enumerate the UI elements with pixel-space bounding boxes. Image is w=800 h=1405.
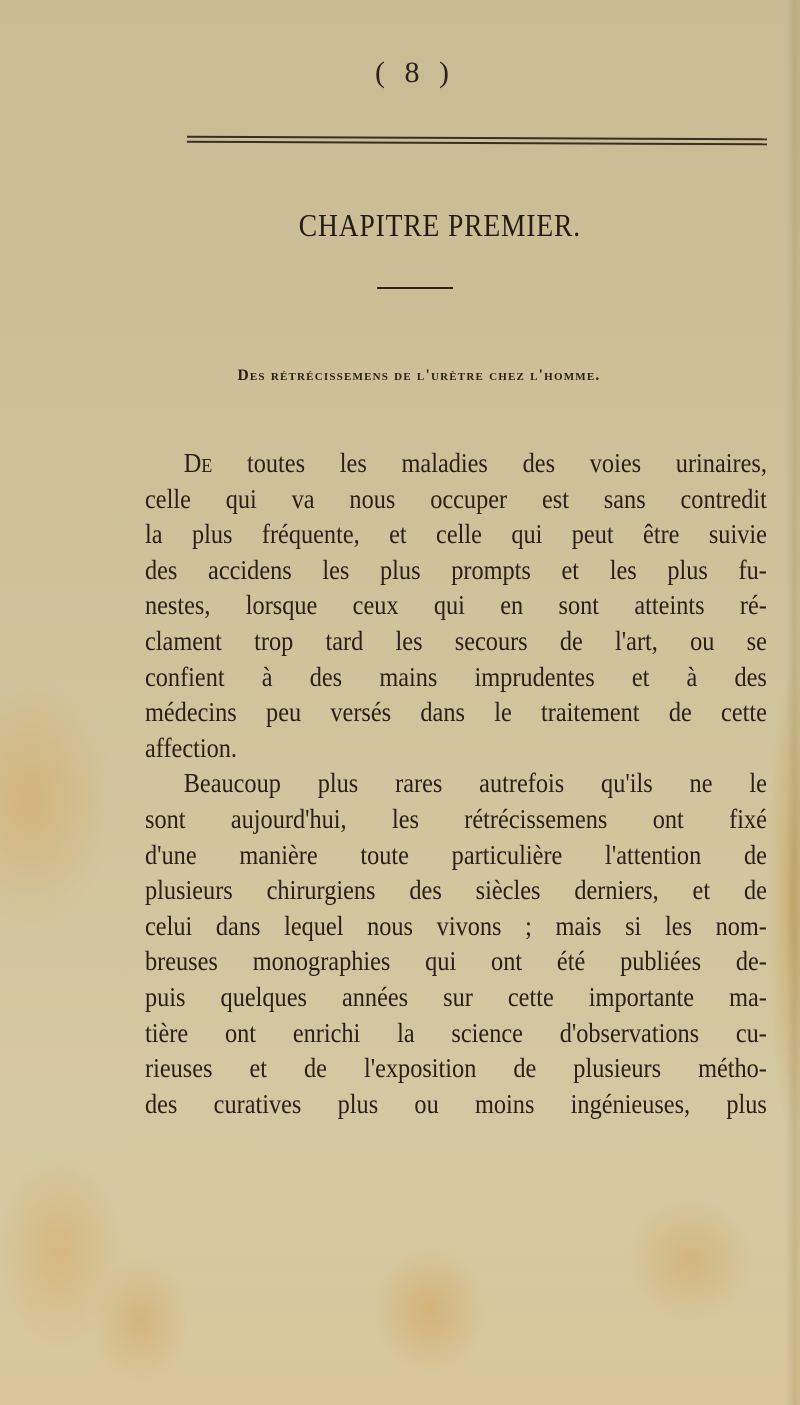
text-line: nestes, lorsque ceux qui en sont atteints ré- [145,590,767,621]
text-line: affection. [145,732,237,763]
text-line: celle qui va nous occuper est sans contredit [145,483,767,514]
text-line: breuses monographies qui ont été publiées de- [145,946,767,977]
text-line: clament trop tard les secours de l'art, ou se [145,625,767,656]
text-line [145,446,767,482]
page-edge-shadow [786,0,800,1405]
text-line: confient à des mains imprudentes et à des [145,661,767,692]
text-line: sont aujourd'hui, les rétrécissemens ont fixé [145,803,767,834]
page-number: ( 8 ) [375,56,455,89]
text-line: d'une manière toute particulière l'attention de [145,839,767,870]
text-line-content: toutes les maladies des voies urinaires, [212,448,767,478]
text-line: rieuses et de l'exposition de plusieurs métho- [145,1053,767,1084]
chapter-title: CHAPITRE PREMIER. [298,207,581,243]
text-line: celui dans lequel nous vivons ; mais si les nom- [145,910,767,941]
text-line: des accidens les plus prompts et les plus fu- [145,554,767,585]
dropcap-smallcap: E [201,455,213,477]
chapter-subtitle: Des rétrécissemens de l'urètre chez l'homme. [237,367,601,384]
text-line: des curatives plus ou moins ingénieuses, plus [145,1088,767,1119]
title-separator-rule [377,287,453,289]
text-line: tière ont enrichi la science d'observations cu- [145,1017,767,1048]
text-line: la plus fréquente, et celle qui peut être suivie [145,519,767,550]
text-line: médecins peu versés dans le traitement de cette [145,697,767,728]
body-text [145,446,767,1122]
text-line: Beaucoup plus rares autrefois qu'ils ne le [183,768,767,799]
text-line: plusieurs chirurgiens des siècles derniers, et de [145,875,767,906]
header-double-rule [187,136,767,146]
text-line: puis quelques années sur cette importante ma- [145,981,767,1012]
dropcap-letter: D [183,448,202,478]
